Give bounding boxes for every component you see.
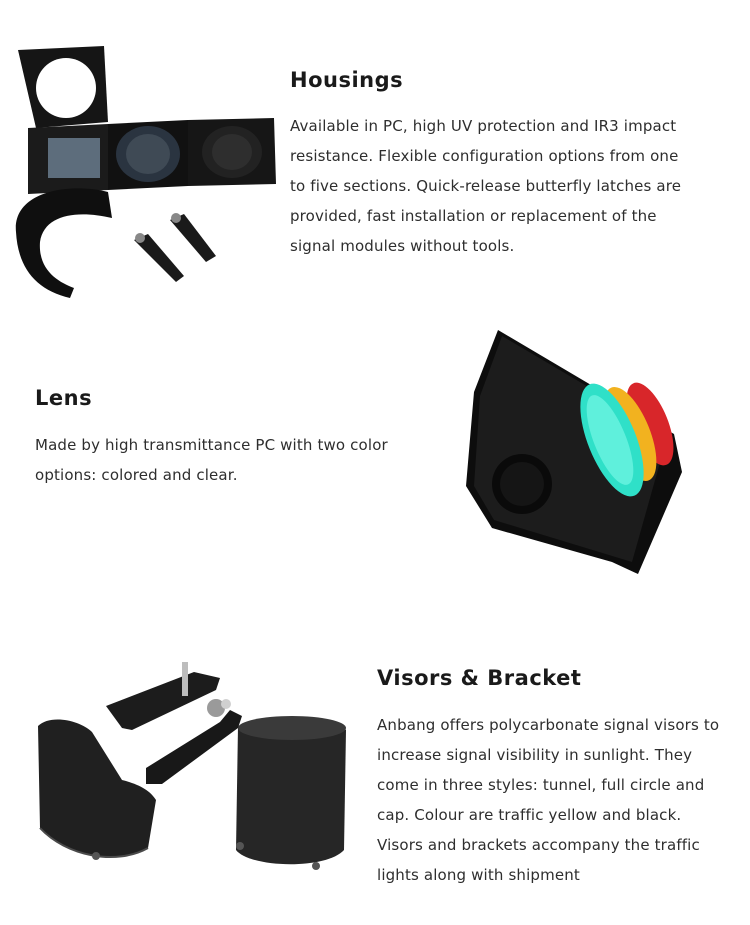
visors-section: [377, 666, 742, 890]
visors-and-bracket-photo: [30, 660, 360, 880]
housing-door-icon: [18, 46, 108, 128]
visors-description: Anbang offers polycarbonate signal visors to increase signal visibility in sunlight. They come in three styles: tunnel, full circle and cap. Colour are traffic yellow and black. Visors and brackets accompany the traffic lights along with shipment: [377, 716, 720, 884]
lens-title: Lens: [35, 386, 93, 410]
housing-parts-photo: [8, 42, 288, 302]
lens-section: [35, 386, 435, 490]
lens-description: Made by high transmittance PC with two color options: colored and clear.: [35, 436, 388, 484]
housings-description: Available in PC, high UV protection and IR3 impact resistance. Flexible configuration options from one to five sections. Quick-release butterfly latches are provided, fast installation or replacement of the signal modules without tools.: [290, 117, 682, 255]
housings-title: Housings: [290, 68, 404, 92]
housing-sections-icon: [28, 118, 276, 194]
visors-title: Visors & Bracket: [377, 666, 582, 690]
full-circle-visor-icon: [236, 716, 346, 870]
housing-visor-icon: [16, 188, 112, 298]
housing-bracket-icon: [134, 213, 216, 282]
cap-visor-icon: [38, 719, 156, 860]
bracket-icon: [106, 662, 242, 784]
traffic-light-lens-photo: [462, 322, 692, 582]
housings-section: [290, 68, 730, 261]
